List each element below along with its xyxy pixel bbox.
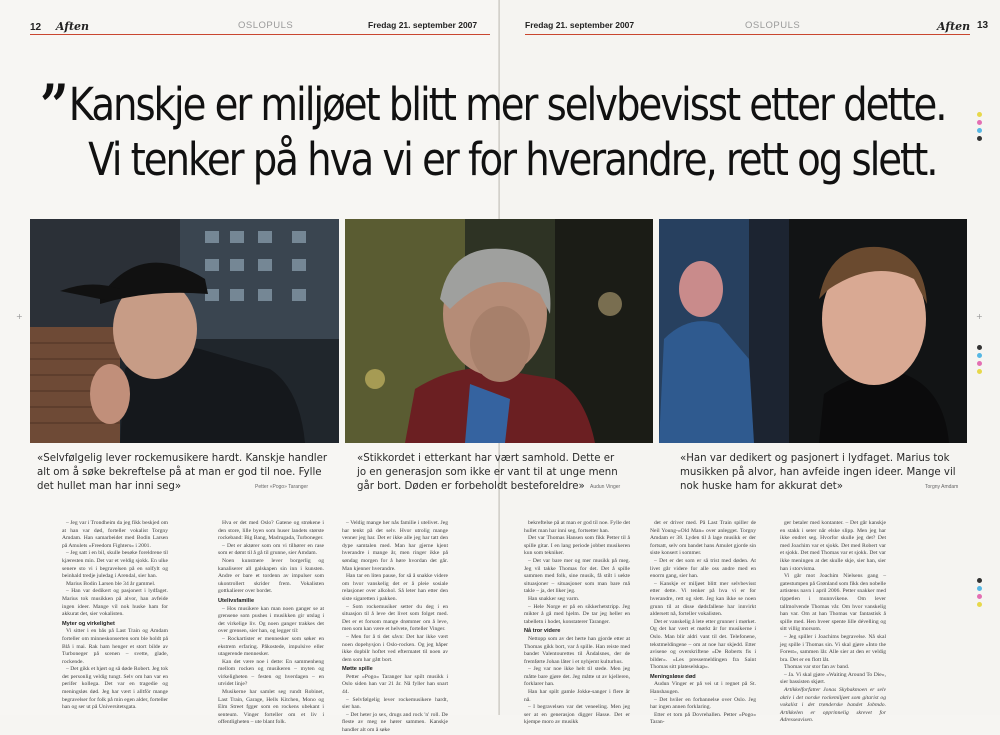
body-column-6 — [780, 520, 886, 725]
body-paragraph: – Jeg var i Trondheim da jeg fikk beskjed om at han var død, forteller vokalist Torgny Amdam. Han samarbeidet med Bodin Larsen på Amulets «Freedom Fighters» i 2001. — [62, 520, 168, 549]
body-paragraph: Han tar en liten pause, for så å snakke videre om hvor vanskelig det er å pleie sosiale relasjoner over alkohol. Så leter han etter den siste sigaretten i pakken. — [342, 573, 448, 602]
quote-mark-icon: ” — [40, 72, 64, 140]
color-bar-bottom — [977, 578, 983, 610]
body-column-5 — [650, 520, 756, 727]
body-paragraph: Han snakker seg varm. — [528, 595, 580, 602]
registration-mark-right: + — [976, 312, 983, 321]
body-paragraph: – Det er det som er så trist med døden. At livet går videre for alle oss andre med en enorm gang, sier han. — [650, 557, 756, 580]
body-paragraph: Vi går mot Joachim Nielsens gang – gatestumpen på Grønland som fikk den nobelle artistens navn i april 2006. Petter snakker med rippetlen i munnvikene. Om lever tallmolvende Thomas vår. Om hvor vanskelig han var. Om at han Thomas var fantastisk å spille med. Hen hveer spente lille dévelling og sitt villig morsom. — [780, 573, 886, 633]
body-column-1 — [62, 520, 168, 712]
body-paragraph: Han har spilt gamle Jokke-sanger i flere år nå. — [524, 689, 630, 703]
body-paragraph: – Som rockemusiker setter du deg i en situasjon til å leve det livet som folget med. Det er et forsom mange drømmer om å leve, men som kan være et helvete, forteller Vinger. — [342, 603, 448, 633]
caption-quote-2: «Stikkordet i etterkant har vært samhold. Dette er jo en generasjon som ikke er vant til at unge menn går bort. Døden er forbeholdt besteforeldre» — [357, 453, 618, 492]
body-paragraph: Petter «Pogo» Taranger har spilt musikk i Oslo siden han var 21 år. Nå fyller han snart 44. — [342, 673, 448, 696]
body-paragraph: – Det gikk et hjørt og så døde Robert. Jeg tok det personlig veldig tungt. Selv om han var en perifer kollega. Det var en tragedie og meningsløs død. Jeg har vært i alltför mange begravelser for folk på min egen alder, forteller han og ser ut på Universitetsgata. — [62, 666, 169, 711]
body-paragraph: Det var Thomas Hansen som fikk Petter til å spille gitar. I en lang periode jobbet musikeren kun som tekniker. — [524, 535, 630, 557]
brand-logo-right: Aften — [937, 20, 971, 33]
date-left: Fredag 21. september 2007 — [368, 20, 478, 30]
subheading: Meningsløse død — [650, 673, 696, 680]
body-paragraph: ger betaler med kontanter. – Det går kanskje en stakk i seter når elske slipp. Men jeg har ikke endret seg. Hvorfor skulle jeg det? Det med Joachim var et sjokk. Det med Robert var et sjokk. Det med Thomas var et sjokk. Det var ikke meningen at det skulle skje, sier han, sier han i storvisma. — [780, 520, 886, 572]
caption-credit-1: Petter «Pogo» Taranger — [255, 484, 309, 490]
body-paragraph: – Det hviler en forbannelse over Oslo. Jeg har ingen annen forklaring. — [650, 696, 756, 711]
body-paragraph: Kan det være noe i dette: En sammenheng mellom rocken og musikeren – myten og virkeligheten – festen og hverdagen – en utvidet linje? — [218, 658, 324, 688]
brand-logo-left: Aften — [55, 20, 90, 33]
body-paragraph: Det er vanskelig å lete etter grunner i mørket. Og det har vært et mørkt år for musikerne i Oslo. Man blir aldri vant til det. Telefonene, tekstmeldingene – om at noe har skjedd. Etter avisene og overskriftene «De Roberts fis i bilder». «Les pressemeldingen fra Saint Thomas sitt plateselskap». — [650, 618, 756, 671]
body-paragraph: – Selvfølgelig lever rockemusikere hardt, sier han. — [342, 696, 448, 711]
subheading: Utelivsfamilie — [218, 597, 255, 604]
photo-torgny-amdam — [30, 219, 339, 443]
body-paragraph: – Ja. Vi skal gjøre «Waiting Around To Die», sier bassisten skjørt. — [780, 671, 886, 686]
body-paragraph: Audun Vinger er på vei ut i regnet på St. Hanshaugen. — [650, 681, 756, 696]
body-paragraph: – Kanskje er miljøet blitt mer selvbevisst etter dette. Vi tenker på hva vi er for hverandre, rett og slett. Jeg kan ikke se noen grunn til at disse dødsfallene har innvirkt aldersett nå, forteller vokalisten. — [650, 580, 756, 618]
caption-credit-3: Torgny Amdam — [925, 484, 959, 490]
body-paragraph: Musikerne har samlet seg rundt Robinet, Last Train, Garage, Hells Kitchen, Mono og Elm Street fgger som en rockens ubekant i senteum. Vinger forteller om et liv i offentligheten – ute blant folk. — [218, 689, 324, 726]
body-paragraph: – Veldig mange her nås familie i utelivet. Jeg har tenkt på det selv. Hvor utrolig mange venner jeg har. Det er ikke alle jeg har tatt den dype samtalen med. Man har gjerne kjent hverandre i mange år, men ringer ikke på søndag morgen for å høre hvordan det går. Man kjenner hverandre. — [342, 520, 448, 572]
body-paragraph: – Jeg var noe ikke helt til stede. Men jeg måtte bare gjøre det. Jeg måtte ut av kjelleren, forklarer han. — [524, 666, 630, 688]
body-paragraph: – Det er aktører som om vi tilhører en rase som er dømt til å gå til grunne, sier Amdam. — [218, 542, 324, 557]
body-paragraph: – Jeg spiller i Joachims begravelse. Nå skal jeg spille i Thomas sin. Vi skal gjøre «Into the Forest», sammen lår. Alle sier at den er veldig bra. Det er en flott låt. — [780, 633, 886, 663]
section-label-right: OSLOPULS — [745, 20, 801, 31]
body-paragraph: – Men for å ti det såvn: Det har ikke vært noen dopehysjon i Oslo-rocken. Og jeg håper ikke dopbilr hoftet ved eftermatet til noen av dem som har gått bort. — [342, 633, 448, 663]
pull-quote-headline — [40, 72, 946, 187]
caption-quote-3: «Han var dedikert og pasjonert i lydfaget. Marius tok musikken på alvor, han avfeide ingen ideer. Mange vil nok huske ham for akkurat det» — [680, 453, 956, 492]
header-rule-right — [525, 34, 970, 35]
body-column-2 — [218, 520, 324, 727]
body-paragraph: Vi sitter i en bås på Last Train og Amdam forteller om minneskonserten som ble holdt på Blå i mai. Rak ham henger et stort bilde av Turboneger på scenen – svette, glade, rockende. — [62, 628, 168, 665]
section-label-left: OSLOPULS — [238, 20, 294, 31]
body-paragraph: Thomas var stor fan av band. — [784, 664, 850, 671]
headline-line-1: Kanskje er miljøet blitt mer selvbevisst etter dette. — [68, 78, 946, 131]
header-rule-left — [30, 34, 490, 35]
body-paragraph: Etter et torn på Dovrehallen. Petter «Pogo» Taran- — [650, 711, 756, 726]
registration-mark-left: + — [16, 312, 23, 321]
subheading: Nå tror videre — [524, 628, 561, 635]
body-paragraph: Hva er det med Oslo? Gatene og strøkene i den store, lille byen som huser landets største rockeband: Big Bang, Madrugada, Turboneger. — [218, 520, 324, 542]
body-paragraph: – Han var dedikert og pasjonert i lydfaget. Marius tok musikken på alvor, han avfeide ingen ideer. Mange vil nok huske ham for akkurat det, sier vokalisten. — [62, 588, 168, 618]
date-right: Fredag 21. september 2007 — [525, 20, 635, 30]
body-paragraph: – Hele Norge er på en sikkerhetstripp. Jeg mikter å gå med hjelm. De tar jeg heller en tabelletn i hodet, konstaterer Taranger. — [524, 603, 630, 625]
body-paragraph: Marius Bodin Larsen ble 34 år gammel. — [66, 580, 156, 587]
caption-credit-2: Audun Vinger — [590, 484, 621, 490]
body-paragraph: – Hos musikere kan man noen ganger se at grensene som pushes i musikken gir utslag i det virkelige liv. Og noen ganger trakkes det over grensen, sier han, og legger til: — [218, 605, 324, 635]
body-paragraph: – Rockartister er mennesker som søker en ekstrem erfaring. Påkostede, impulsive eller utagerende mennesker. — [218, 635, 324, 658]
body-paragraph: bekreftelse på at man er god til noe. Fylle det hullet man har inni seg, fortsetter han. — [524, 520, 630, 534]
subheading: Myter og virkelighet — [62, 620, 115, 627]
body-paragraph: Artikkelforfatter Jonas Skybakmoen er selv aktiv i det norske rockemiljøet som gitarist og vokalist i det trønderske bandet Jobmdo. Artikkelen er opprinnelig skrevet for Adresseavisen. — [780, 687, 886, 724]
body-paragraph: det er driver med. På Last Train spiller de Neil Young-«Old Man» over anlegget. Torgny Amdam er 38. Lyden til å lage musikk er der fortsatt, selv om bandet hans Amulet gjorde sin siste konsert i sommer. — [650, 520, 756, 557]
photo-audun-vinger — [345, 219, 653, 443]
body-column-3 — [342, 520, 448, 735]
page-number-right: 13 — [977, 20, 989, 31]
body-paragraph: Noen kunstnere lever borgerlig og kanaliserer all galskapen sin inn i kunsten. Andre er bare et tordenn av impulser som ukontrollert skrider frem. Vokalisten gottkalierer over bordet. — [218, 557, 324, 595]
body-paragraph: – Det heter jo sex, drugs and rock 'n' roll. De fleste av meg ne hører sammen. Kanskje handler alt om å søke — [342, 711, 448, 734]
color-bar-top — [977, 112, 983, 144]
subheading: Møtte spille — [342, 666, 373, 673]
caption-quote-1: «Selvfølgelig lever rockemusikere hardt. Kanskje handler alt om å søke bekreftelse på at man er god til noe. Fylle det hullet man har inni seg» — [37, 453, 328, 492]
page-number-left: 12 — [30, 22, 42, 33]
body-paragraph: – Det var bare mer og mer musikk på meg. Jeg vil takke Thomas for det. Det å spille sammen med folk, sine musik, få stilt i uekte situasjoner – situasjoner som man bare må takle – ja, det liker jeg. — [524, 557, 630, 595]
body-column-4 — [524, 520, 630, 727]
photo-petter-pogo-taranger — [659, 219, 967, 443]
body-paragraph: – Jeg satt i en bil, skulle besøke foreldrene til kjæresten min. Det var et veldig sjokk. En ulke senere sto vi i begravelsen på en solfylt og beinhald tredje juledag i Arendal, sier han. — [62, 550, 168, 580]
color-bar-middle — [977, 345, 983, 377]
body-paragraph: – I begravelsen var det veneeling. Men jeg ser at en generasjon digger Hasse. Det er kjempe moro av musikk — [524, 704, 630, 726]
body-paragraph: Nettopp som av det herte han gjorde etter at Thomas gikk bort, var å spille. Han reiste med bandet Valentourettes til Åndalsnes, der de fremførte Johan låter i et nyhjemt kulturhus. — [524, 635, 630, 665]
headline-line-2: Vi tenker på hva vi er for hverandre, rett og slett. — [88, 133, 937, 186]
